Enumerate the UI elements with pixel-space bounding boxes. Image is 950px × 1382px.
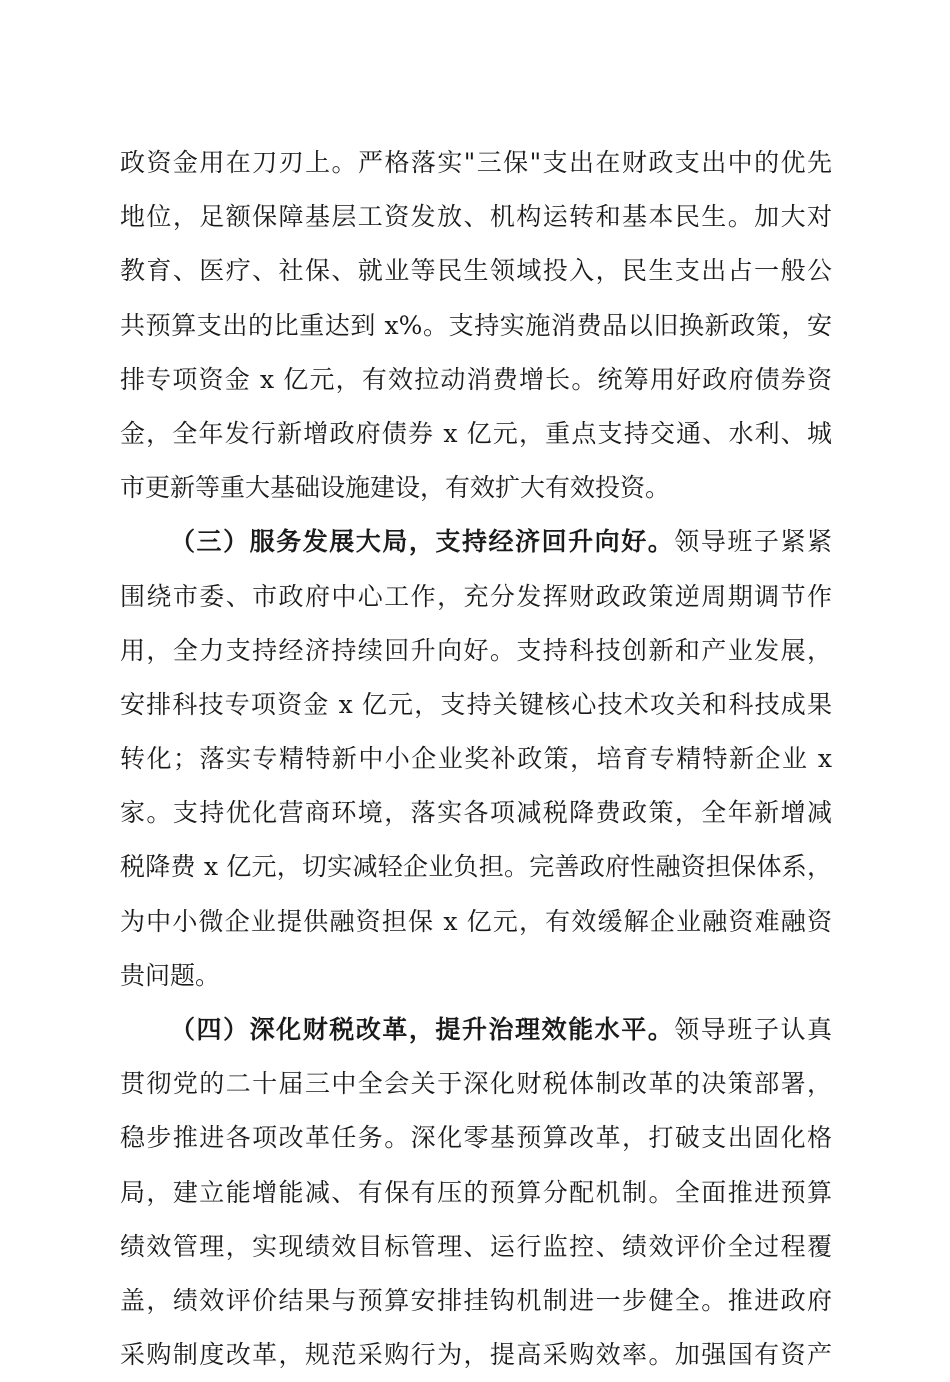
text-line: 转化；落实专精特新中小企业奖补政策，培育专精特新企业 x — [120, 744, 832, 774]
text-line: 采购制度改革，规范采购行为，提高采购效率。加强国有资产 — [120, 1340, 832, 1370]
text-line: 贵问题。 — [120, 960, 221, 990]
text-line: 安排科技专项资金 x 亿元，支持关键核心技术攻关和科技成果 — [120, 689, 832, 719]
text-line: 用，全力支持经济持续回升向好。支持科技创新和产业发展， — [120, 635, 832, 665]
text-line: 市更新等重大基础设施建设，有效扩大有效投资。 — [120, 473, 671, 503]
text-line: 教育、医疗、社保、就业等民生领域投入，民生支出占一般公 — [120, 256, 832, 286]
text-fragment: 领导班子认真 — [674, 1015, 832, 1044]
text-line: 贯彻党的二十届三中全会关于深化财税体制改革的决策部署， — [120, 1069, 832, 1099]
text-line: 围绕市委、市政府中心工作，充分发挥财政政策逆周期调节作 — [120, 581, 832, 611]
text-line: 绩效管理，实现绩效目标管理、运行监控、绩效评价全过程覆 — [120, 1231, 832, 1261]
text-line: 税降费 x 亿元，切实减轻企业负担。完善政府性融资担保体系， — [120, 852, 832, 882]
text-line: 局，建立能增能减、有保有压的预算分配机制。全面推进预算 — [120, 1177, 832, 1207]
paragraph-first-line — [120, 1003, 832, 1057]
text-line: 稳步推进各项改革任务。深化零基预算改革，打破支出固化格 — [120, 1123, 832, 1153]
paragraph-economic-recovery — [120, 515, 832, 1003]
section-heading: （四）深化财税改革，提升治理效能水平。 — [170, 1015, 675, 1044]
text-line: 地位，足额保障基层工资发放、机构运转和基本民生。加大对 — [120, 202, 832, 232]
text-line: 金，全年发行新增政府债券 x 亿元，重点支持交通、水利、城 — [120, 418, 832, 448]
text-fragment: 领导班子紧紧 — [674, 527, 832, 557]
paragraph-first-line — [120, 515, 832, 569]
document-body — [120, 136, 832, 1382]
text-line: 共预算支出的比重达到 x%。支持实施消费品以旧换新政策，安 — [120, 310, 832, 340]
section-heading: （三）服务发展大局，支持经济回升向好。 — [170, 527, 675, 557]
text-line: 盖，绩效评价结果与预算安排挂钩机制进一步健全。推进政府 — [120, 1285, 832, 1315]
text-line: 排专项资金 x 亿元，有效拉动消费增长。统筹用好政府债券资 — [120, 364, 832, 394]
paragraph-fiscal-reform — [120, 1003, 832, 1382]
text-line: 家。支持优化营商环境，落实各项减税降费政策，全年新增减 — [120, 798, 832, 828]
text-line: 为中小微企业提供融资担保 x 亿元，有效缓解企业融资难融资 — [120, 906, 832, 936]
paragraph-fiscal-spending — [120, 136, 832, 515]
text-line: 政资金用在刀刃上。严格落实"三保"支出在财政支出中的优先 — [120, 148, 832, 177]
